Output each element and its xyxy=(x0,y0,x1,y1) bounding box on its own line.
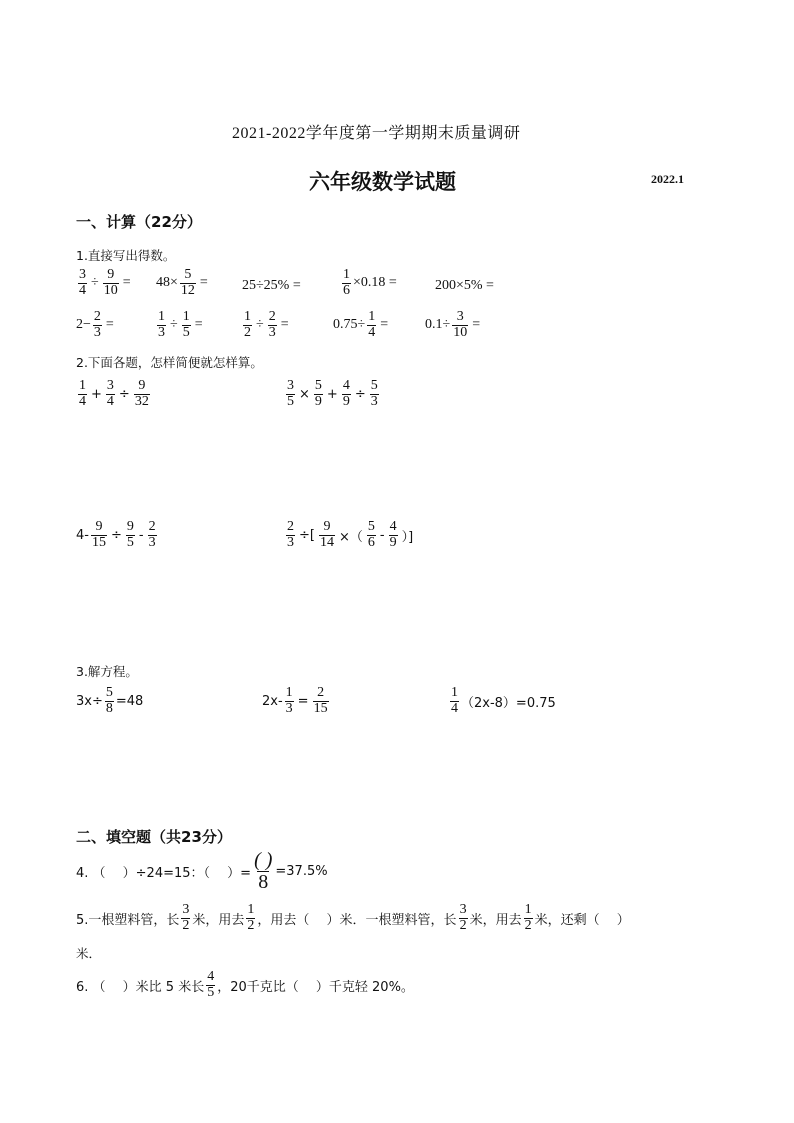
question-3-label: 3.解方程。 xyxy=(76,664,138,679)
denominator: 8 xyxy=(258,871,269,893)
numerator: 9 xyxy=(95,519,103,534)
denominator: 4 xyxy=(79,282,86,298)
expr-prefix: 2x- xyxy=(262,693,283,709)
denominator: 3 xyxy=(148,534,156,550)
numerator: 1 xyxy=(244,309,251,324)
calc-2-1 xyxy=(76,310,116,340)
denominator: 3 xyxy=(370,393,378,409)
numerator: 1 xyxy=(343,267,350,282)
numerator: 1 xyxy=(247,902,255,917)
denominator: 3 xyxy=(158,324,165,340)
denominator: 2 xyxy=(182,917,190,933)
numerator: 4 xyxy=(389,519,397,534)
equals: = xyxy=(380,317,389,333)
denominator: 3 xyxy=(285,700,293,716)
expr-prefix: 0.1÷ xyxy=(425,317,451,333)
numerator: 2 xyxy=(287,519,294,534)
exam-title: 六年级数学试题 xyxy=(309,170,456,194)
numerator: 1 xyxy=(285,685,293,700)
expr-prefix: 3x÷ xyxy=(76,693,103,709)
expr-suffix: （2x-8）=0.75 xyxy=(461,695,556,711)
numerator: 3 xyxy=(106,378,114,393)
section-1-heading: 一、计算（22分） xyxy=(76,213,202,231)
denominator: 10 xyxy=(103,282,118,298)
numerator: 3 xyxy=(79,267,86,282)
numerator: 9 xyxy=(323,519,331,534)
operator: ÷ xyxy=(110,527,122,543)
denominator: 4 xyxy=(106,393,114,409)
operator: ÷ xyxy=(256,317,264,333)
numerator: 1 xyxy=(182,309,190,324)
equals: = xyxy=(280,317,289,333)
denominator: 5 xyxy=(207,984,215,1000)
operator: ×（ xyxy=(338,529,363,545)
text-segment: 米，还剩（ ） xyxy=(534,912,630,928)
denominator: 2 xyxy=(244,324,251,340)
equals: = xyxy=(194,317,203,333)
numerator: 9 xyxy=(126,519,134,534)
question-5-line-2: 米． xyxy=(76,946,102,961)
calc-2-5 xyxy=(425,310,482,340)
expr-prefix: 2− xyxy=(76,317,91,333)
expr-suffix: ×0.18 = xyxy=(353,275,397,291)
operator: ÷ xyxy=(354,386,366,402)
calc-1-2 xyxy=(156,268,210,298)
denominator: 5 xyxy=(287,393,294,409)
denominator: 6 xyxy=(343,282,350,298)
denominator: 15 xyxy=(313,700,328,716)
section-2-heading: 二、填空题（共23分） xyxy=(76,828,232,846)
expr-text: 25÷25% = xyxy=(242,278,301,293)
denominator: 3 xyxy=(287,534,294,550)
equation-3 xyxy=(448,686,556,716)
denominator: 9 xyxy=(342,393,350,409)
numerator: 2 xyxy=(268,309,276,324)
equals: = xyxy=(199,275,208,291)
numerator: 2 xyxy=(317,685,325,700)
numerator: 3 xyxy=(456,309,464,324)
equals: = xyxy=(105,317,114,333)
exam-date: 2022.1 xyxy=(651,172,684,186)
numerator: 4 xyxy=(207,969,215,984)
equation-2 xyxy=(262,686,331,716)
equation-1 xyxy=(76,686,143,716)
denominator: 3 xyxy=(268,324,276,340)
text-segment: ，用去（ ）米．一根塑料管，长 xyxy=(257,912,457,928)
question-4 xyxy=(76,850,328,893)
expr-suffix: =37.5% xyxy=(275,864,328,879)
denominator: 14 xyxy=(319,534,334,550)
numerator: 9 xyxy=(138,378,146,393)
expr-text: 200×5% = xyxy=(435,278,494,293)
denominator: 4 xyxy=(79,393,86,409)
numerator: 5 xyxy=(105,685,113,700)
numerator: 5 xyxy=(184,267,192,282)
numerator-blank: ( ) xyxy=(254,849,273,871)
denominator: 4 xyxy=(451,700,458,716)
denominator: 15 xyxy=(91,534,106,550)
question-6 xyxy=(76,970,414,1000)
expr-prefix: 4- xyxy=(76,527,89,543)
operator: - xyxy=(379,527,385,543)
numerator: 2 xyxy=(148,519,156,534)
exam-subtitle: 2021-2022学年度第一学期期末质量调研 xyxy=(232,125,521,142)
numerator: 9 xyxy=(107,267,115,282)
calc-2-4 xyxy=(333,310,390,340)
denominator: 8 xyxy=(105,700,113,716)
operator: × xyxy=(299,386,310,402)
expr-suffix: =48 xyxy=(115,693,144,709)
question-2-label: 2.下面各题，怎样简便就怎样算。 xyxy=(76,355,263,370)
bracket-close: ）] xyxy=(401,529,414,545)
denominator: 3 xyxy=(93,324,101,340)
numerator: 5 xyxy=(367,519,375,534)
simplify-expr-1 xyxy=(76,379,152,409)
operator: + xyxy=(326,386,338,402)
calc-1-3 xyxy=(242,278,301,294)
question-1-label: 1.直接写出得数。 xyxy=(76,248,176,263)
denominator: 5 xyxy=(126,534,134,550)
numerator: 1 xyxy=(524,902,532,917)
numerator: 1 xyxy=(79,378,86,393)
denominator: 9 xyxy=(314,393,322,409)
numerator: 1 xyxy=(158,309,165,324)
denominator: 2 xyxy=(459,917,467,933)
operator: ÷ xyxy=(170,317,178,333)
expr-prefix: 48× xyxy=(156,275,178,291)
equals: = xyxy=(472,317,481,333)
operator: ÷ xyxy=(91,275,99,291)
numerator: 5 xyxy=(370,378,378,393)
text-segment: 米，用去 xyxy=(469,912,522,928)
numerator: 2 xyxy=(93,309,101,324)
calc-2-3 xyxy=(241,310,291,340)
numerator: 3 xyxy=(459,902,467,917)
operator: + xyxy=(91,386,102,402)
denominator: 5 xyxy=(182,324,190,340)
denominator: 12 xyxy=(180,282,195,298)
simplify-expr-3 xyxy=(76,520,159,550)
denominator: 9 xyxy=(389,534,397,550)
simplify-expr-4 xyxy=(284,520,415,550)
calc-2-2 xyxy=(155,310,205,340)
denominator: 2 xyxy=(247,917,255,933)
numerator: 4 xyxy=(342,378,350,393)
equals: = xyxy=(297,693,309,709)
denominator: 10 xyxy=(453,324,468,340)
operator: ÷ xyxy=(118,386,130,402)
numerator: 5 xyxy=(314,378,322,393)
expr-prefix: 4. （ ）÷24=15：（ ）= xyxy=(76,866,252,881)
numerator: 3 xyxy=(182,902,190,917)
text-segment: ，20千克比（ ）千克轻 20%。 xyxy=(217,979,414,995)
expr-prefix: 0.75÷ xyxy=(333,317,366,333)
denominator: 2 xyxy=(524,917,532,933)
numerator: 1 xyxy=(368,309,376,324)
denominator: 32 xyxy=(134,393,149,409)
text-segment: 5.一根塑料管，长 xyxy=(76,912,180,928)
calc-1-5 xyxy=(435,278,494,294)
text-segment: 米，用去 xyxy=(192,912,245,928)
numerator: 1 xyxy=(451,685,458,700)
question-5 xyxy=(76,903,630,933)
text-segment: 6. （ ）米比 5 米长 xyxy=(76,979,205,995)
operator: ÷[ xyxy=(299,527,315,543)
denominator: 4 xyxy=(368,324,376,340)
numerator: 3 xyxy=(287,378,294,393)
calc-1-1 xyxy=(76,268,133,298)
calc-1-4 xyxy=(340,268,397,298)
operator: - xyxy=(138,527,144,543)
simplify-expr-2 xyxy=(284,379,381,409)
denominator: 6 xyxy=(367,534,375,550)
equals: = xyxy=(122,275,131,291)
